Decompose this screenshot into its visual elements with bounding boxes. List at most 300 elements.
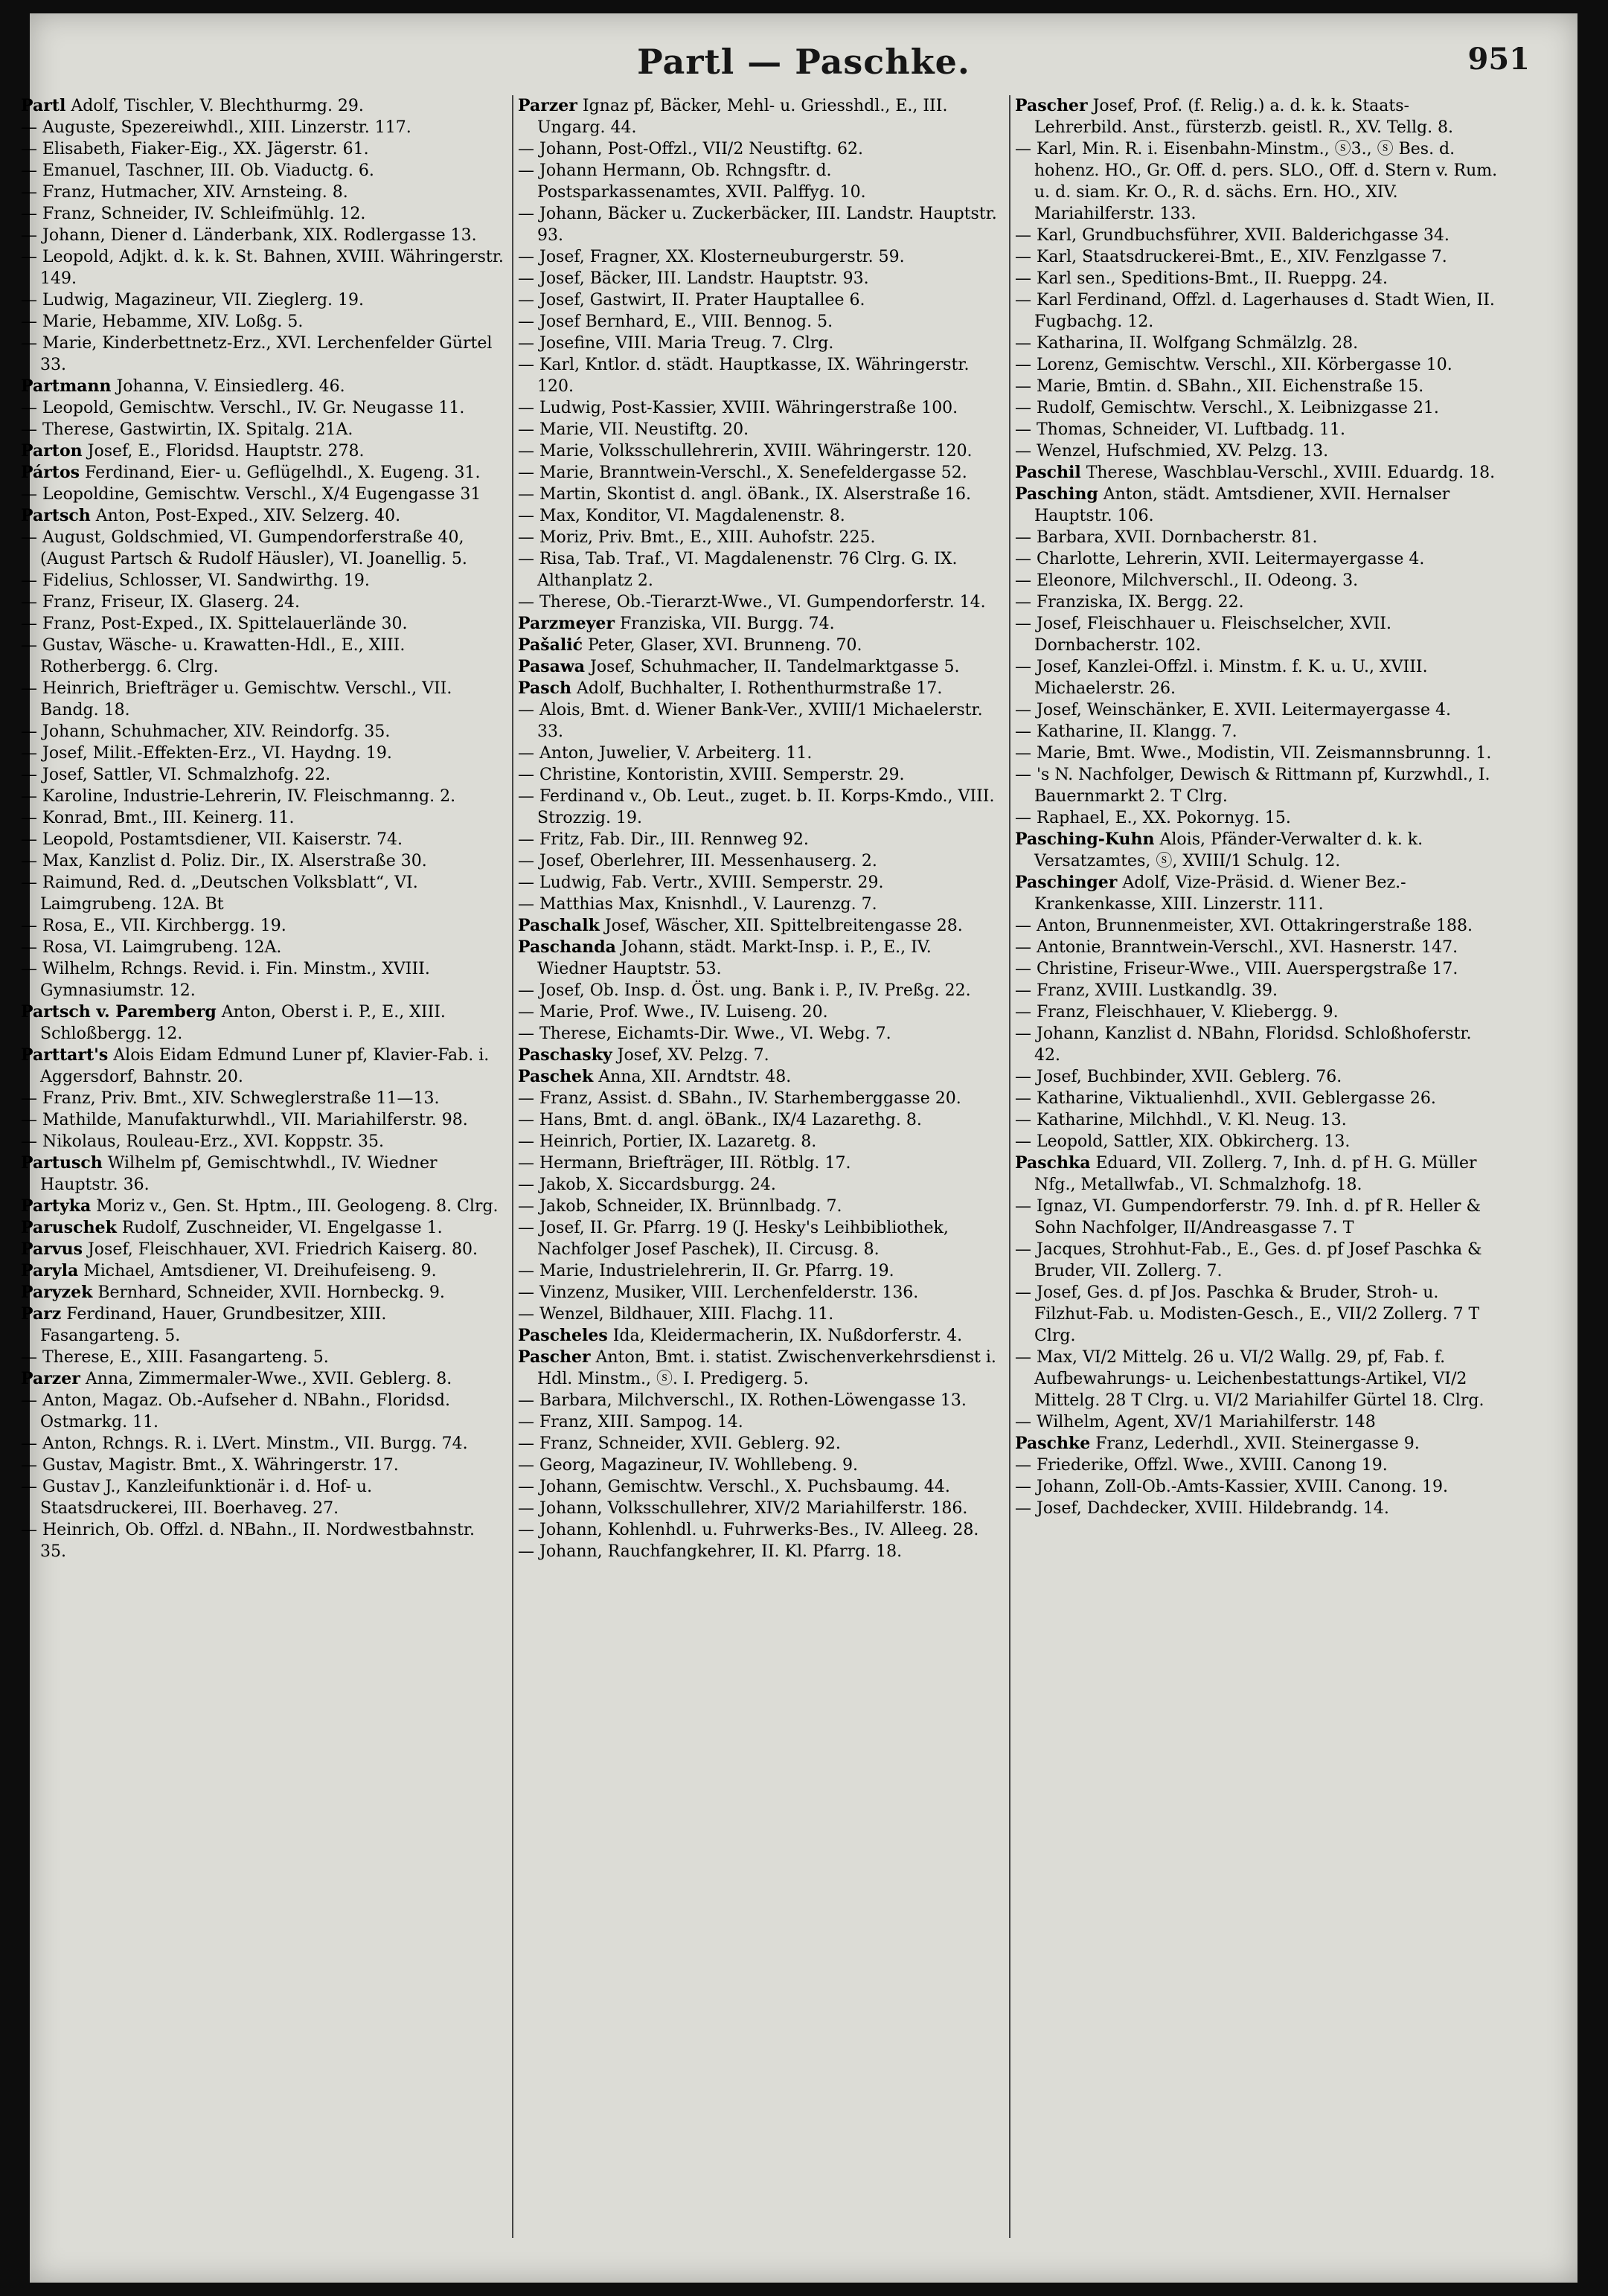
directory-entry (518, 1260, 1002, 1282)
entry-details: — Josef, Bäcker, III. Landstr. Hauptstr. 93. (518, 269, 869, 288)
directory-entry (1015, 807, 1499, 829)
entry-details: — Franz, XIII. Sampog. 14. (518, 1413, 743, 1431)
entry-details: — Risa, Tab. Traf., VI. Magdalenenstr. 76 Clrg. G. IX. Althanplatz 2. (518, 550, 958, 590)
entry-details: — Georg, Magazineur, IV. Wohllebeng. 9. (518, 1456, 859, 1475)
entry-details: — Emanuel, Taschner, III. Ob. Viaductg. 6. (21, 161, 374, 180)
entry-surname: Parton (21, 441, 83, 461)
entry-details: — Karoline, Industrie-Lehrerin, IV. Fleischmanng. 2. (21, 787, 456, 806)
entry-details: — Josef Bernhard, E., VIII. Bennog. 5. (518, 312, 833, 331)
entry-details: Josef, Wäscher, XII. Spittelbreitengasse 28. (604, 917, 963, 935)
entry-details: — Marie, Bmtin. d. SBahn., XII. Eichenstraße 15. (1015, 377, 1424, 396)
directory-entry (518, 1282, 1002, 1303)
directory-entry (518, 1109, 1002, 1131)
entry-details: — Josef, Ob. Insp. d. Öst. ung. Bank i. P., IV. Preßg. 22. (518, 981, 971, 1000)
directory-entry (518, 160, 1002, 203)
directory-entry (21, 95, 504, 117)
directory-entry (21, 484, 504, 505)
entry-details: Adolf, Vize-Präsid. d. Wiener Bez.-Krankenkasse, XIII. Linzerstr. 111. (1034, 873, 1406, 914)
entry-details: — Josefine, VIII. Maria Treug. 7. Clrg. (518, 334, 834, 353)
entry-details: — Franziska, IX. Bergg. 22. (1015, 593, 1244, 612)
directory-entry (518, 1001, 1002, 1023)
entry-surname: Partsch (21, 506, 91, 525)
directory-entry (21, 1303, 504, 1347)
entry-details: Ida, Kleidermacherin, IX. Nußdorferstr. 4. (612, 1327, 963, 1345)
directory-entry (518, 1196, 1002, 1217)
directory-entry (1015, 1001, 1499, 1023)
entry-details: — Marie, Prof. Wwe., IV. Luiseng. 20. (518, 1003, 828, 1022)
entry-details: — Marie, VII. Neustiftg. 20. (518, 420, 749, 439)
directory-entry (21, 1131, 504, 1152)
entry-details: — Raimund, Red. d. „Deutschen Volksblatt“, VI. Laimgrubeng. 12A. Bt (21, 873, 418, 914)
directory-entry (1015, 246, 1499, 268)
entry-surname: Partmann (21, 376, 112, 396)
entry-details: — Karl sen., Speditions-Bmt., II. Rueppg. 24. (1015, 269, 1388, 288)
directory-entry (518, 268, 1002, 289)
directory-entry (1015, 289, 1499, 333)
directory-entry (21, 1217, 504, 1239)
entry-details: — Gustav J., Kanzleifunktionär i. d. Hof- u. Staatsdruckerei, III. Boerhaveg. 27. (21, 1478, 373, 1518)
entry-details: — Ludwig, Magazineur, VII. Zieglerg. 19. (21, 291, 365, 310)
entry-details: — Wenzel, Hufschmied, XV. Pelzg. 13. (1015, 442, 1329, 461)
directory-entry (21, 1239, 504, 1260)
directory-entry (21, 462, 504, 484)
entry-details: Moriz v., Gen. St. Hptm., III. Geologeng. 8. Clrg. (96, 1197, 499, 1216)
entry-surname: Paschalk (518, 916, 600, 935)
directory-entry (518, 138, 1002, 160)
entry-surname: Pašalić (518, 635, 583, 655)
entry-details: — Franz, Fleischhauer, V. Kliebergg. 9. (1015, 1003, 1339, 1022)
directory-entry (1015, 829, 1499, 872)
directory-entry (1015, 1411, 1499, 1433)
directory-entry (1015, 548, 1499, 570)
entry-surname: Paschanda (518, 937, 616, 957)
directory-entry (518, 1131, 1002, 1152)
entry-details: — Johann, Diener d. Länderbank, XIX. Rodlergasse 13. (21, 226, 477, 245)
entry-details: Adolf, Tischler, V. Blechthurmg. 29. (71, 97, 364, 115)
entry-surname: Pasch (518, 679, 571, 698)
entry-surname: Paschka (1015, 1153, 1091, 1173)
entry-details: — Marie, Branntwein-Verschl., X. Senefeldergasse 52. (518, 464, 967, 482)
directory-entry (518, 311, 1002, 333)
entry-details: Therese, Waschblau-Verschl., XVIII. Eduardg. 18. (1086, 464, 1496, 482)
directory-entry (518, 1023, 1002, 1045)
entry-details: — Wilhelm, Agent, XV/1 Mariahilferstr. 148 (1015, 1413, 1376, 1431)
entry-details: — Rosa, VI. Laimgrubeng. 12A. (21, 938, 282, 957)
directory-entry (518, 850, 1002, 872)
entry-details: Josef, Prof. (f. Relig.) a. d. k. k. Staats-Lehrerbild. Anst., fürsterzb. geistl. R., XV. Tellg. 8. (1034, 97, 1454, 137)
entry-details: — Katharina, II. Wolfgang Schmälzlg. 28. (1015, 334, 1359, 353)
directory-entry (21, 376, 504, 397)
directory-entry (21, 1519, 504, 1562)
directory-entry (21, 850, 504, 872)
directory-column-2 (518, 95, 1002, 2238)
directory-entry (1015, 958, 1499, 980)
directory-column-3 (1015, 95, 1499, 2238)
directory-entry (518, 1045, 1002, 1066)
page-title: Partl — Paschke. (637, 42, 970, 82)
entry-details: — Max, Kanzlist d. Poliz. Dir., IX. Alserstraße 30. (21, 852, 427, 870)
directory-entry (21, 570, 504, 591)
entry-details: — Therese, Ob.-Tierarzt-Wwe., VI. Gumpendorferstr. 14. (518, 593, 986, 612)
entry-details: Alois Eidam Edmund Luner pf, Klavier-Fab. i. Aggersdorf, Bahnstr. 20. (40, 1046, 490, 1086)
directory-entry (1015, 1109, 1499, 1131)
entry-details: — Nikolaus, Rouleau-Erz., XVI. Koppstr. 35. (21, 1132, 385, 1151)
directory-entry (21, 311, 504, 333)
entry-details: — Hans, Bmt. d. angl. öBank., IX/4 Lazarethg. 8. (518, 1111, 922, 1129)
directory-entry (21, 743, 504, 764)
directory-entry (21, 138, 504, 160)
entry-details: — Katharine, Viktualienhdl., XVII. Geblergasse 26. (1015, 1089, 1436, 1108)
entry-details: — 's N. Nachfolger, Dewisch & Rittmann pf, Kurzwhdl., I. Bauernmarkt 2. T Clrg. (1015, 766, 1490, 806)
entry-details: Josef, Fleischhauer, XVI. Friedrich Kaiserg. 80. (87, 1240, 478, 1259)
directory-entry (21, 635, 504, 678)
entry-details: — Heinrich, Portier, IX. Lazaretg. 8. (518, 1132, 817, 1151)
directory-entry (518, 699, 1002, 743)
directory-entry (1015, 138, 1499, 225)
entry-details: — Jakob, Schneider, IX. Brünnlbadg. 7. (518, 1197, 842, 1216)
entry-surname: Paschil (1015, 463, 1081, 482)
directory-entry (518, 937, 1002, 980)
entry-details: — Lorenz, Gemischtw. Verschl., XII. Körbergasse 10. (1015, 356, 1452, 374)
entry-details: — Karl, Staatsdruckerei-Bmt., E., XIV. Fenzlgasse 7. (1015, 248, 1447, 266)
entry-details: — Thomas, Schneider, VI. Luftbadg. 11. (1015, 420, 1345, 439)
directory-entry (518, 829, 1002, 850)
directory-entry (21, 160, 504, 182)
entry-details: — Rosa, E., VII. Kirchbergg. 19. (21, 917, 286, 935)
directory-entry (1015, 570, 1499, 591)
directory-entry (21, 440, 504, 462)
entry-surname: Parz (21, 1304, 62, 1324)
directory-entry (518, 527, 1002, 548)
entry-details: — Franz, Post-Exped., IX. Spittelauerlände 30. (21, 615, 408, 633)
entry-details: — Josef, Kanzlei-Offzl. i. Minstm. f. K. u. U., XVIII. Michaelerstr. 26. (1015, 658, 1428, 698)
entry-details: Peter, Glaser, XVI. Brunneng. 70. (587, 636, 862, 655)
entry-details: Alois, Pfänder-Verwalter d. k. k. Versatzamtes, ⓢ, XVIII/1 Schulg. 12. (1034, 830, 1423, 870)
directory-entry (1015, 613, 1499, 656)
directory-entry (1015, 419, 1499, 440)
directory-entry (1015, 1131, 1499, 1152)
directory-entry (21, 1045, 504, 1088)
directory-entry (518, 1303, 1002, 1325)
entry-details: — Leopold, Sattler, XIX. Obkircherg. 13. (1015, 1132, 1351, 1151)
entry-details: Anton, Bmt. i. statist. Zwischenverkehrsdienst i. Hdl. Minstm., ⓢ. I. Predigerg. 5. (537, 1348, 996, 1388)
entry-details: — Johann, Zoll-Ob.-Amts-Kassier, XVIII. Canong. 19. (1015, 1478, 1449, 1496)
entry-details: — Anton, Rchngs. R. i. LVert. Minstm., VII. Burgg. 74. (21, 1434, 468, 1453)
directory-entry (518, 548, 1002, 591)
directory-entry (518, 613, 1002, 635)
entry-surname: Partusch (21, 1153, 103, 1173)
directory-entry (21, 1347, 504, 1368)
entry-details: Ferdinand, Eier- u. Geflügelhdl., X. Eugeng. 31. (85, 464, 481, 482)
entry-surname: Partl (21, 96, 66, 115)
entry-details: — Josef, Ges. d. pf Jos. Paschka & Bruder, Stroh- u. Filzhut-Fab. u. Modisten-Gesch., E., VII/2 Zollerg. 7 T Clrg. (1015, 1283, 1480, 1345)
entry-surname: Parzmeyer (518, 614, 615, 633)
directory-entry (21, 1260, 504, 1282)
directory-entry (1015, 527, 1499, 548)
entry-details: — Jacques, Strohhut-Fab., E., Ges. d. pf Josef Paschka & Bruder, VII. Zollerg. 7. (1015, 1240, 1482, 1280)
directory-entry (21, 1368, 504, 1390)
entry-surname: Paschek (518, 1067, 594, 1086)
entry-details: — Therese, E., XIII. Fasangarteng. 5. (21, 1348, 329, 1367)
directory-entry (1015, 764, 1499, 807)
directory-entry (518, 1088, 1002, 1109)
entry-details: — Josef, Sattler, VI. Schmalzhofg. 22. (21, 766, 331, 784)
directory-entry (1015, 1196, 1499, 1239)
entry-surname: Parzer (21, 1369, 80, 1388)
directory-entry (1015, 743, 1499, 764)
entry-details: — Marie, Bmt. Wwe., Modistin, VII. Zeismannsbrunng. 1. (1015, 744, 1492, 763)
entry-details: — Johann Hermann, Ob. Rchngsftr. d. Postsparkassenamtes, XVII. Palffyg. 10. (518, 161, 866, 202)
entry-details: Josef, Schuhmacher, II. Tandelmarktgasse 5. (590, 658, 960, 676)
entry-details: — Anton, Brunnenmeister, XVI. Ottakringerstraße 188. (1015, 917, 1473, 935)
directory-entry (21, 1196, 504, 1217)
directory-entry (21, 289, 504, 311)
directory-entry (518, 484, 1002, 505)
directory-entry (1015, 1455, 1499, 1476)
entry-details: — Leopold, Adjkt. d. k. k. St. Bahnen, XVIII. Währingerstr. 149. (21, 248, 504, 288)
entry-details: — August, Goldschmied, VI. Gumpendorferstraße 40, (August Partsch & Rudolf Häusler), VI. Joanellig. 5. (21, 528, 467, 568)
entry-details: — Johann, Kanzlist d. NBahn, Floridsd. Schloßhoferstr. 42. (1015, 1024, 1472, 1065)
directory-entry (21, 1109, 504, 1131)
entry-surname: Parvus (21, 1240, 83, 1259)
directory-entry (518, 980, 1002, 1001)
entry-details: Anton, städt. Amtsdiener, XVII. Hernalser Hauptstr. 106. (1034, 485, 1450, 525)
entry-details: — Karl, Min. R. i. Eisenbahn-Minstm., ⓢ3., ⓢ Bes. d. hohenz. HO., Gr. Off. d. pers. SLO., Off. d. Stern v. Rum. u. d. siam. Kr. O., R. d. sächs. Ern. HO., XIV. Mariahilferstr. 133. (1015, 140, 1498, 223)
entry-details: Ignaz pf, Bäcker, Mehl- u. Griesshdl., E., III. Ungarg. 44. (537, 97, 948, 137)
entry-details: — Wenzel, Bildhauer, XIII. Flachg. 11. (518, 1305, 834, 1324)
entry-details: — Josef, Buchbinder, XVII. Geblerg. 76. (1015, 1068, 1342, 1086)
directory-entry (518, 1325, 1002, 1347)
entry-details: — Franz, Priv. Bmt., XIV. Schweglerstraße 11—13. (21, 1089, 440, 1108)
directory-entry (1015, 95, 1499, 138)
entry-details: — Franz, XVIII. Lustkandlg. 39. (1015, 981, 1278, 1000)
directory-entry (518, 1433, 1002, 1455)
entry-surname: Paruschek (21, 1218, 117, 1237)
entry-details: Franz, Lederhdl., XVII. Steinergasse 9. (1095, 1434, 1420, 1453)
entry-details: — Josef, Fragner, XX. Klosterneuburgerstr. 59. (518, 248, 905, 266)
entry-details: — Katharine, II. Klangg. 7. (1015, 722, 1237, 741)
directory-entry (1015, 699, 1499, 721)
entry-details: — Ludwig, Post-Kassier, XVIII. Währingerstraße 100. (518, 399, 958, 417)
entry-details: Franziska, VII. Burgg. 74. (619, 615, 835, 633)
directory-entry (21, 1001, 504, 1045)
directory-entry (518, 894, 1002, 915)
directory-entry (518, 289, 1002, 311)
page-number: 951 (1467, 42, 1530, 77)
entry-details: — Marie, Kinderbettnetz-Erz., XVI. Lerchenfelder Gürtel 33. (21, 334, 493, 374)
directory-entry (21, 333, 504, 376)
entry-details: — Therese, Gastwirtin, IX. Spitalg. 21A. (21, 420, 353, 439)
entry-details: — Moriz, Priv. Bmt., E., XIII. Auhofstr. 225. (518, 528, 876, 547)
entry-details: — Johann, Schuhmacher, XIV. Reindorfg. 35. (21, 722, 391, 741)
entry-details: — Wilhelm, Rchngs. Revid. i. Fin. Minstm., XVIII. Gymnasiumstr. 12. (21, 960, 430, 1000)
directory-entry (518, 1455, 1002, 1476)
directory-entry (518, 419, 1002, 440)
entry-details: Anna, Zimmermaler-Wwe., XVII. Geblerg. 8. (85, 1370, 452, 1388)
directory-entry (518, 462, 1002, 484)
entry-details: — Heinrich, Briefträger u. Gemischtw. Verschl., VII. Bandg. 18. (21, 679, 452, 719)
entry-details: — Johann, Kohlenhdl. u. Fuhrwerks-Bes., IV. Alleeg. 28. (518, 1521, 979, 1539)
directory-entry (518, 656, 1002, 678)
entry-details: — Fritz, Fab. Dir., III. Rennweg 92. (518, 830, 809, 849)
entry-details: — Marie, Volksschullehrerin, XVIII. Währingerstr. 120. (518, 442, 973, 461)
directory-entry (21, 721, 504, 743)
directory-entry (21, 1282, 504, 1303)
entry-details: — Fidelius, Schlosser, VI. Sandwirthg. 19. (21, 571, 370, 590)
entry-details: — Auguste, Spezereiwhdl., XIII. Linzerstr. 117. (21, 118, 411, 137)
column-divider (1009, 95, 1010, 2238)
entry-details: Wilhelm pf, Gemischtwhdl., IV. Wiedner Hauptstr. 36. (40, 1154, 438, 1194)
directory-entry (518, 246, 1002, 268)
entry-surname: Pártos (21, 463, 80, 482)
entry-details: Michael, Amtsdiener, VI. Dreihufeiseng. 9. (83, 1262, 437, 1280)
directory-entry (21, 678, 504, 721)
entry-details: — Johann, Gemischtw. Verschl., X. Puchsbaumg. 44. (518, 1478, 950, 1496)
entry-details: Anna, XII. Arndtstr. 48. (598, 1068, 792, 1086)
directory-entry (1015, 872, 1499, 915)
directory-entry (518, 786, 1002, 829)
directory-entry (518, 95, 1002, 138)
entry-details: — Vinzenz, Musiker, VIII. Lerchenfelderstr. 136. (518, 1283, 919, 1302)
directory-entry (518, 1347, 1002, 1390)
entry-details: Josef, E., Floridsd. Hauptstr. 278. (87, 442, 365, 461)
directory-entry (518, 1411, 1002, 1433)
entry-details: — Marie, Hebamme, XIV. Loßg. 5. (21, 312, 304, 331)
entry-details: Rudolf, Zuschneider, VI. Engelgasse 1. (121, 1219, 443, 1237)
entry-details: — Leopold, Postamtsdiener, VII. Kaiserstr. 74. (21, 830, 403, 849)
directory-entry (518, 203, 1002, 246)
entry-details: — Josef, Gastwirt, II. Prater Hauptallee 6. (518, 291, 865, 310)
directory-entry (1015, 225, 1499, 246)
directory-entry (21, 505, 504, 527)
entry-details: — Raphael, E., XX. Pokornyg. 15. (1015, 809, 1291, 827)
entry-details: — Friederike, Offzl. Wwe., XVIII. Canong 19. (1015, 1456, 1388, 1475)
entry-surname: Parzer (518, 96, 577, 115)
entry-surname: Paryla (21, 1261, 79, 1280)
entry-details: — Johann, Bäcker u. Zuckerbäcker, III. Landstr. Hauptstr. 93. (518, 205, 997, 245)
directory-entry (1015, 462, 1499, 484)
entry-details: — Barbara, Milchverschl., IX. Rothen-Löwengasse 13. (518, 1391, 967, 1410)
entry-details: — Max, VI/2 Mittelg. 26 u. VI/2 Wallg. 29, pf, Fab. f. Aufbewahrungs- u. Leichenbestattungs-Artikel, VI/2 Mittelg. 28 T Clrg. u. VI/2 Mariahilfer Gürtel 18. Clrg. (1015, 1348, 1484, 1410)
directory-entry (518, 872, 1002, 894)
directory-entry (21, 1088, 504, 1109)
entry-details: — Ferdinand v., Ob. Leut., zuget. b. II. Korps-Kmdo., VIII. Strozzig. 19. (518, 787, 995, 827)
directory-entry (1015, 980, 1499, 1001)
directory-entry (21, 872, 504, 915)
directory-entry (21, 1476, 504, 1519)
entry-details: — Matthias Max, Knisnhdl., V. Laurenzg. 7. (518, 895, 877, 914)
directory-entry (21, 246, 504, 289)
directory-entry (1015, 1239, 1499, 1282)
directory-column-1 (21, 95, 504, 2238)
entry-surname: Paschasky (518, 1045, 612, 1065)
directory-entry (1015, 333, 1499, 354)
entry-details: Johanna, V. Einsiedlerg. 46. (116, 377, 345, 396)
entry-details: — Josef, Weinschänker, E. XVII. Leitermayergasse 4. (1015, 701, 1451, 719)
directory-entry (1015, 1152, 1499, 1196)
entry-details: — Antonie, Branntwein-Verschl., XVI. Hasnerstr. 147. (1015, 938, 1458, 957)
directory-entry (518, 1498, 1002, 1519)
directory-entry (1015, 1088, 1499, 1109)
directory-entry (21, 786, 504, 807)
entry-details: — Anton, Juwelier, V. Arbeiterg. 11. (518, 744, 813, 763)
directory-entry (21, 958, 504, 1001)
directory-entry (1015, 915, 1499, 937)
directory-entry (21, 829, 504, 850)
directory-entry (518, 440, 1002, 462)
entry-surname: Pascher (1015, 96, 1088, 115)
directory-entry (21, 1390, 504, 1433)
entry-details: Bernhard, Schneider, XVII. Hornbeckg. 9. (97, 1283, 445, 1302)
directory-entry (21, 937, 504, 958)
directory-entry (518, 333, 1002, 354)
entry-details: — Alois, Bmt. d. Wiener Bank-Ver., XVIII/1 Michaelerstr. 33. (518, 701, 983, 741)
directory-entry (21, 807, 504, 829)
entry-surname: Paryzek (21, 1283, 93, 1302)
directory-entry (518, 678, 1002, 699)
entry-details: Ferdinand, Hauer, Grundbesitzer, XIII. Fasangarteng. 5. (40, 1305, 387, 1345)
directory-entry (1015, 721, 1499, 743)
directory-entry (21, 225, 504, 246)
column-divider (512, 95, 513, 2238)
entry-surname: Partyka (21, 1196, 92, 1216)
entry-details: — Josef, Milit.-Effekten-Erz., VI. Haydng. 19. (21, 744, 392, 763)
entry-details: — Therese, Eichamts-Dir. Wwe., VI. Webg. 7. (518, 1024, 891, 1043)
directory-entry (21, 1433, 504, 1455)
entry-details: — Franz, Hutmacher, XIV. Arnsteing. 8. (21, 183, 348, 202)
directory-entry (1015, 268, 1499, 289)
directory-entry (21, 1455, 504, 1476)
entry-details: — Ludwig, Fab. Vertr., XVIII. Semperstr. 29. (518, 873, 884, 892)
directory-entry (518, 591, 1002, 613)
entry-details: — Rudolf, Gemischtw. Verschl., X. Leibnizgasse 21. (1015, 399, 1439, 417)
entry-details: — Gustav, Magistr. Bmt., X. Währingerstr. 17. (21, 1456, 399, 1475)
entry-details: Anton, Post-Exped., XIV. Selzerg. 40. (95, 507, 401, 525)
directory-entry (21, 591, 504, 613)
directory-entry (518, 1390, 1002, 1411)
entry-details: — Anton, Magaz. Ob.-Aufseher d. NBahn., Floridsd. Ostmarkg. 11. (21, 1391, 450, 1431)
directory-entry (1015, 484, 1499, 527)
entry-details: — Leopoldine, Gemischtw. Verschl., X/4 Eugengasse 31 (21, 485, 481, 504)
entry-surname: Pascheles (518, 1326, 608, 1345)
directory-entry (21, 397, 504, 419)
directory-entry (1015, 354, 1499, 376)
entry-details: — Eleonore, Milchverschl., II. Odeong. 3. (1015, 571, 1359, 590)
directory-entry (21, 915, 504, 937)
entry-details: — Karl, Kntlor. d. städt. Hauptkasse, IX. Währingerstr. 120. (518, 356, 970, 396)
directory-entry (518, 635, 1002, 656)
entry-details: — Johann, Volksschullehrer, XIV/2 Mariahilferstr. 186. (518, 1499, 968, 1518)
entry-surname: Pasawa (518, 657, 586, 676)
entry-details: — Franz, Schneider, XVII. Geblerg. 92. (518, 1434, 841, 1453)
directory-entry (1015, 376, 1499, 397)
directory-entry (21, 527, 504, 570)
entry-surname: Pascher (518, 1347, 591, 1367)
directory-entry (21, 1152, 504, 1196)
directory-entry (21, 182, 504, 203)
entry-details: — Elisabeth, Fiaker-Eig., XX. Jägerstr. 61. (21, 140, 369, 158)
directory-entry (1015, 656, 1499, 699)
directory-entry (1015, 1066, 1499, 1088)
directory-entry (518, 743, 1002, 764)
directory-entry (518, 1066, 1002, 1088)
entry-surname: Paschke (1015, 1434, 1091, 1453)
entry-details: — Leopold, Gemischtw. Verschl., IV. Gr. Neugasse 11. (21, 399, 465, 417)
directory-entry (518, 1152, 1002, 1174)
entry-details: Josef, XV. Pelzg. 7. (617, 1046, 769, 1065)
directory-entry (21, 117, 504, 138)
entry-details: — Josef, Dachdecker, XVIII. Hildebrandg. 14. (1015, 1499, 1389, 1518)
